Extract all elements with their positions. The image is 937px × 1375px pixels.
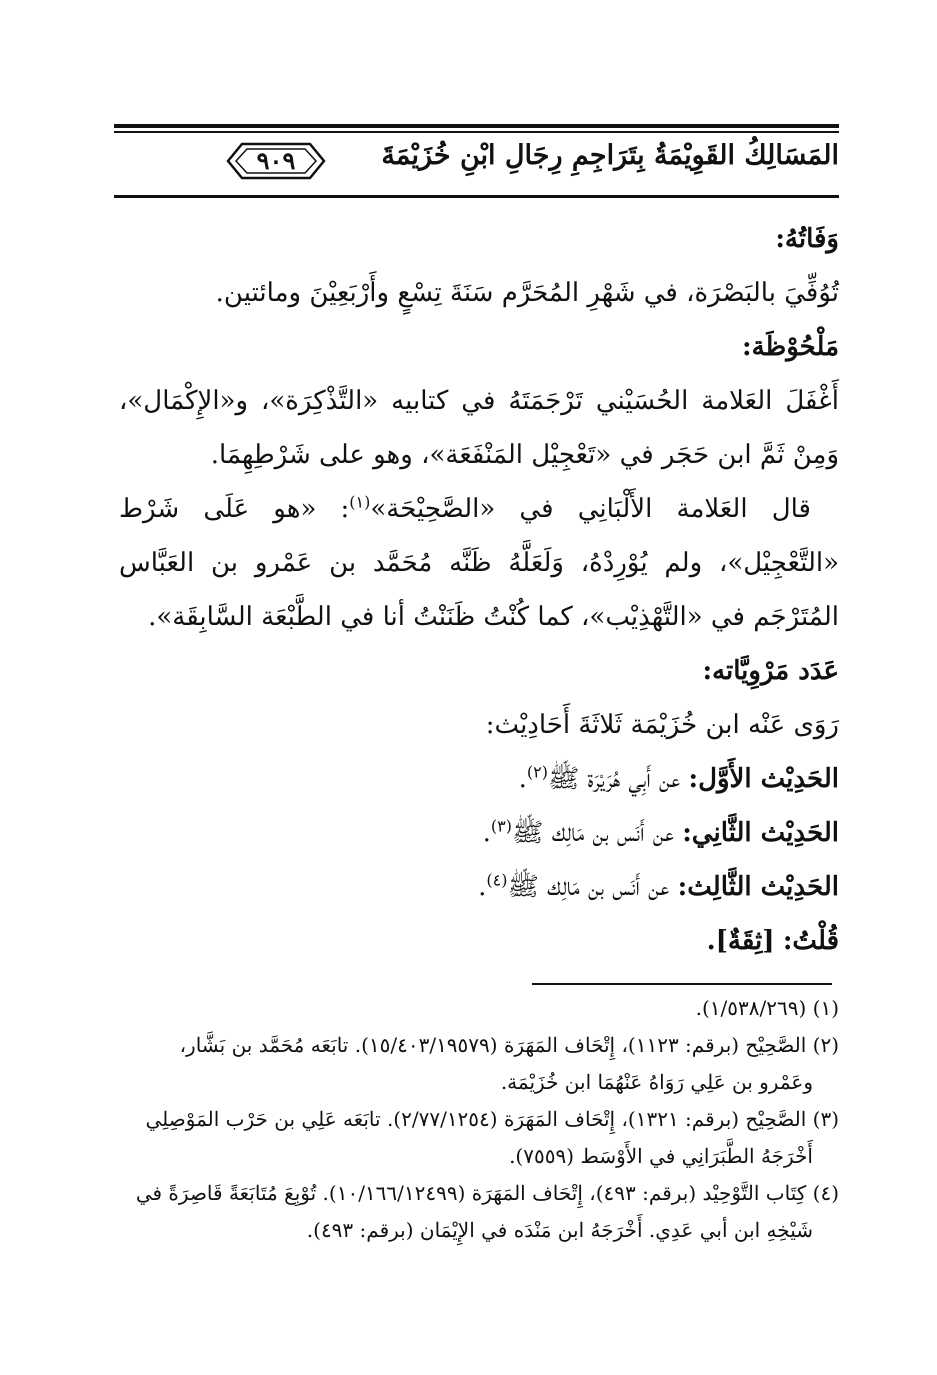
footnote-4 xyxy=(119,1175,839,1212)
running-title: المَسَالِكُ القَوِيْمَةُ بِتَرَاجِمِ رِجَالِ ابْنِ خُزَيْمَةَ xyxy=(381,140,839,171)
footnote-2-continuation: وعَمْرو بن عَلِي رَوَاهُ عَنْهُمَا ابن خُزَيْمَة. xyxy=(500,1070,813,1094)
footnote-text: كِتَاب التَّوْحِيْد (برقم: ٤٩٣)، إِتْحَاف المَهَرَة (١٠/١٦٦/١٢٤٩٩). تُوْبِعَ مُتَابَعَةً قَاصِرَةً في xyxy=(135,1181,807,1205)
footnote-ref-4[interactable]: (٤) xyxy=(486,870,508,890)
footnote-ref-2[interactable]: (٢) xyxy=(526,762,549,782)
footnote-ref-1[interactable]: (١) xyxy=(349,492,371,512)
death-heading: وَفَاتُهُ: xyxy=(775,224,839,254)
hadith-third: الحَدِيْث الثَّالِث: عن أَنَس بن مَالِك ﷺ$^{(٤)}$. xyxy=(478,870,839,902)
hadith-first-label: الحَدِيْث الأَوَّل: xyxy=(688,764,839,794)
footnote-number: (٤) xyxy=(812,1181,839,1205)
footnote-separator xyxy=(532,983,832,985)
footnote-number: (١) xyxy=(812,996,839,1020)
hadith-first-text: عن أَبِي هُرَيْرَة ﷺ xyxy=(548,764,681,794)
page-number: ٩٠٩ xyxy=(256,146,296,175)
footnote-1 xyxy=(119,990,839,1027)
footnote-3-continuation: أَخْرَجَهُ الطَّبَرَانِي في الأَوْسَط (٧٥٥٩). xyxy=(509,1144,813,1168)
main-text xyxy=(119,212,839,968)
footnote-text: الصَّحِيْح (برقم: ١١٢٣)، إِتْحَاف المَهَرَة (١٥/٤٠٣/١٩٥٧٩). تابَعَه مُحَمَّد بن بَشَّار، xyxy=(179,1033,807,1057)
footnote-text: الصَّحِيْح (برقم: ١٣٢١)، إِتْحَاف المَهَرَة (٢/٧٧/١٢٥٤). تابَعَه عَلِي بن حَرْب المَوْصِلِي xyxy=(145,1107,807,1131)
hadith-first: الحَدِيْث الأَوَّل: عن أَبِي هُرَيْرَة ﷺ$^{(٢)}$. xyxy=(518,762,839,794)
verdict-text: [ثِقَةٌ]. xyxy=(706,926,775,956)
narrations-heading: عَدَد مَرْوِيَّاته: xyxy=(702,656,839,686)
footnote-number: (٢) xyxy=(812,1033,839,1057)
footnote-ref-3[interactable]: (٣) xyxy=(490,816,513,836)
death-text: تُوُفِّيَ بالبَصْرَة، في شَهْرِ المُحَرَّم سَنَةَ تِسْعٍ وأَرْبَعِيْنَ ومائتين. xyxy=(215,278,839,308)
albani-quote xyxy=(119,482,839,644)
hadith-second-label: الحَدِيْث الثَّانِي: xyxy=(682,818,839,848)
footnote-2 xyxy=(119,1027,839,1064)
footnote-text: (١/٥٣٨/٢٦٩). xyxy=(695,996,807,1020)
footnote-number: (٣) xyxy=(812,1107,839,1131)
footnote-3 xyxy=(119,1101,839,1138)
page-number-badge xyxy=(226,140,326,182)
albani-quote-start: قال العَلامة الأَلْبَانِي في «الصَّحِيْحَة» xyxy=(370,494,811,524)
footnote-4-continuation: شَيْخِهِ ابن أبي عَدِي. أَخْرَجَهُ ابن مَنْدَه في الإِيْمَان (برقم: ٤٩٣). xyxy=(306,1218,813,1242)
note-heading: مَلْحُوْظَة: xyxy=(742,332,839,362)
hadith-second-text: عن أَنَس بن مَالِك ﷺ xyxy=(512,818,674,848)
hadith-second: الحَدِيْث الثَّانِي: عن أَنَس بن مَالِك ﷺ$^{(٣)}$. xyxy=(482,816,839,848)
verdict-label: قُلْتُ: xyxy=(782,926,839,956)
footnotes xyxy=(119,990,839,1249)
header-rule-top xyxy=(114,124,839,128)
verdict xyxy=(119,914,839,968)
header-rule-top-thin xyxy=(114,131,839,133)
header-rule-bottom xyxy=(114,195,839,198)
albani-quote-end: : «هو عَلَى شَرْط «التَّعْجِيْل»، ولم يُوْرِدْهُ، وَلَعَلَّهُ ظَنَّه مُحَمَّد بن عَمْرو بن العَبَّاس المُتَرْجَم في «التَّهْذِيْب»، كما كُنْتُ ظَنَنْتُ أنا في الطَّبْعَة السَّابِقَة». xyxy=(119,494,839,632)
narrations-intro: رَوَى عَنْه ابن خُزَيْمَة ثَلاثَةَ أَحَادِيْث: xyxy=(485,710,839,740)
hadith-third-label: الحَدِيْث الثَّالِث: xyxy=(677,872,839,902)
note-text: أَغْفَلَ العَلامة الحُسَيْني تَرْجَمَتَهُ في كتابيه «التَّذْكِرَة»، و«الإِكْمَال»، وَمِنْ ثَمَّ ابن حَجَر في «تَعْجِيْل المَنْفَعَة»، وهو على شَرْطِهِمَا. xyxy=(119,386,839,470)
hadith-third-text: عن أَنَس بن مَالِك ﷺ xyxy=(507,872,670,902)
